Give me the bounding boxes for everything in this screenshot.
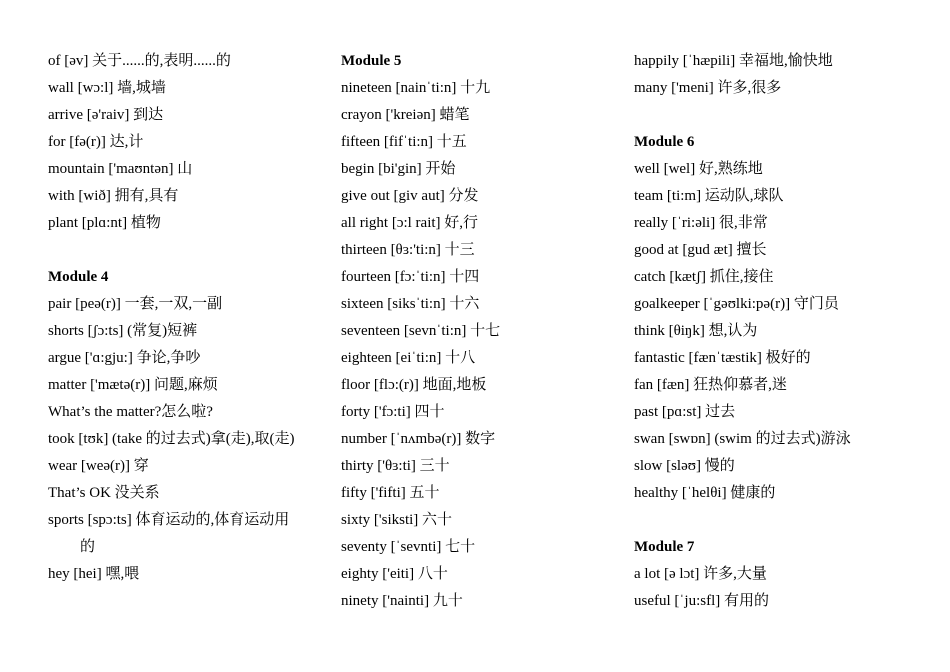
vocab-entry: thirteen [θɜ:'ti:n] 十三: [341, 242, 475, 258]
vocab-entry: swan [swɒn] (swim 的过去式)游泳: [634, 431, 851, 447]
vocab-entry: pair [peə(r)] 一套,一双,一副: [48, 296, 223, 312]
vocab-entry: slow [sləʊ] 慢的: [634, 458, 735, 474]
vocab-entry: That’s OK 没关系: [48, 485, 160, 501]
vocab-entry: fourteen [fɔ:ˈti:n] 十四: [341, 269, 480, 285]
vocab-entry: give out [giv aut] 分发: [341, 188, 479, 204]
vocab-entry: 的: [80, 539, 96, 555]
vocab-entry: for [fə(r)] 达,计: [48, 134, 144, 150]
vocab-entry: fantastic [fænˈtæstik] 极好的: [634, 350, 811, 366]
vocab-entry: wear [weə(r)] 穿: [48, 458, 149, 474]
vocab-entry: mountain ['maʊntən] 山: [48, 161, 193, 177]
vocab-entry: What’s the matter?怎么啦?: [48, 404, 213, 420]
vocab-entry: fifteen [fifˈti:n] 十五: [341, 134, 467, 150]
vocab-column-1: [48, 48, 318, 588]
vocab-entry: ninety ['nainti] 九十: [341, 593, 463, 609]
vocab-entry: shorts [ʃɔ:ts] (常复)短裤: [48, 323, 198, 339]
module-heading: Module 4: [48, 269, 109, 285]
vocab-entry: took [tʊk] (take 的过去式)拿(走),取(走): [48, 431, 295, 447]
vocab-entry: sixty ['siksti] 六十: [341, 512, 453, 528]
vocab-entry: team [ti:m] 运动队,球队: [634, 188, 784, 204]
vocab-entry: forty ['fɔ:ti] 四十: [341, 404, 445, 420]
vocab-entry: hey [hei] 嘿,喂: [48, 566, 140, 582]
vocab-entry: matter ['mætə(r)] 问题,麻烦: [48, 377, 218, 393]
vocab-entry: healthy [ˈhelθi] 健康的: [634, 485, 776, 501]
vocab-entry: crayon ['kreiən] 蜡笔: [341, 107, 470, 123]
vocab-entry: nineteen [nainˈti:n] 十九: [341, 80, 491, 96]
vocab-entry: many ['meni] 许多,很多: [634, 80, 782, 96]
spacer: [48, 237, 318, 264]
vocab-entry: plant [plɑ:nt] 植物: [48, 215, 161, 231]
vocab-column-2: [341, 48, 611, 615]
vocab-entry: catch [kætʃ] 抓住,接住: [634, 269, 774, 285]
vocab-entry: eighty ['eiti] 八十: [341, 566, 448, 582]
vocab-entry: sixteen [siksˈti:n] 十六: [341, 296, 480, 312]
vocab-entry: well [wel] 好,熟练地: [634, 161, 763, 177]
vocab-column-3: [634, 48, 934, 615]
vocab-entry: sports [spɔ:ts] 体育运动的,体育运动用: [48, 512, 290, 528]
vocab-entry: seventy [ˈsevnti] 七十: [341, 539, 476, 555]
vocab-entry: fifty ['fifti] 五十: [341, 485, 440, 501]
module-heading: Module 6: [634, 134, 695, 150]
vocab-entry: a lot [ə lɔt] 许多,大量: [634, 566, 767, 582]
vocab-entry: of [əv] 关于......的,表明......的: [48, 53, 231, 69]
spacer: [634, 102, 934, 129]
vocab-entry: think [θiŋk] 想,认为: [634, 323, 758, 339]
vocab-entry: wall [wɔ:l] 墙,城墙: [48, 80, 166, 96]
vocab-entry: all right [ɔ:l rait] 好,行: [341, 215, 479, 231]
vocab-entry: floor [flɔ:(r)] 地面,地板: [341, 377, 487, 393]
vocab-entry: fan [fæn] 狂热仰慕者,迷: [634, 377, 787, 393]
vocab-entry: goalkeeper [ˈgəʊlki:pə(r)] 守门员: [634, 296, 839, 312]
vocab-entry: happily [ˈhæpili] 幸福地,愉快地: [634, 53, 833, 69]
vocab-entry: eighteen [eiˈti:n] 十八: [341, 350, 476, 366]
vocab-entry: number [ˈnʌmbə(r)] 数字: [341, 431, 496, 447]
module-heading: Module 7: [634, 539, 695, 555]
vocab-entry: thirty ['θɜ:ti] 三十: [341, 458, 450, 474]
spacer: [634, 507, 934, 534]
vocab-entry: with [wið] 拥有,具有: [48, 188, 179, 204]
vocab-entry: arrive [ə'raiv] 到达: [48, 107, 164, 123]
vocab-entry: begin [bi'gin] 开始: [341, 161, 456, 177]
vocab-entry: past [pɑ:st] 过去: [634, 404, 736, 420]
vocab-entry: seventeen [sevnˈti:n] 十七: [341, 323, 501, 339]
module-heading: Module 5: [341, 53, 402, 69]
vocab-entry: argue ['ɑ:gju:] 争论,争吵: [48, 350, 201, 366]
vocab-entry: useful [ˈju:sfl] 有用的: [634, 593, 769, 609]
vocab-entry: really [ˈri:əli] 很,非常: [634, 215, 768, 231]
vocab-entry: good at [gud æt] 擅长: [634, 242, 767, 258]
